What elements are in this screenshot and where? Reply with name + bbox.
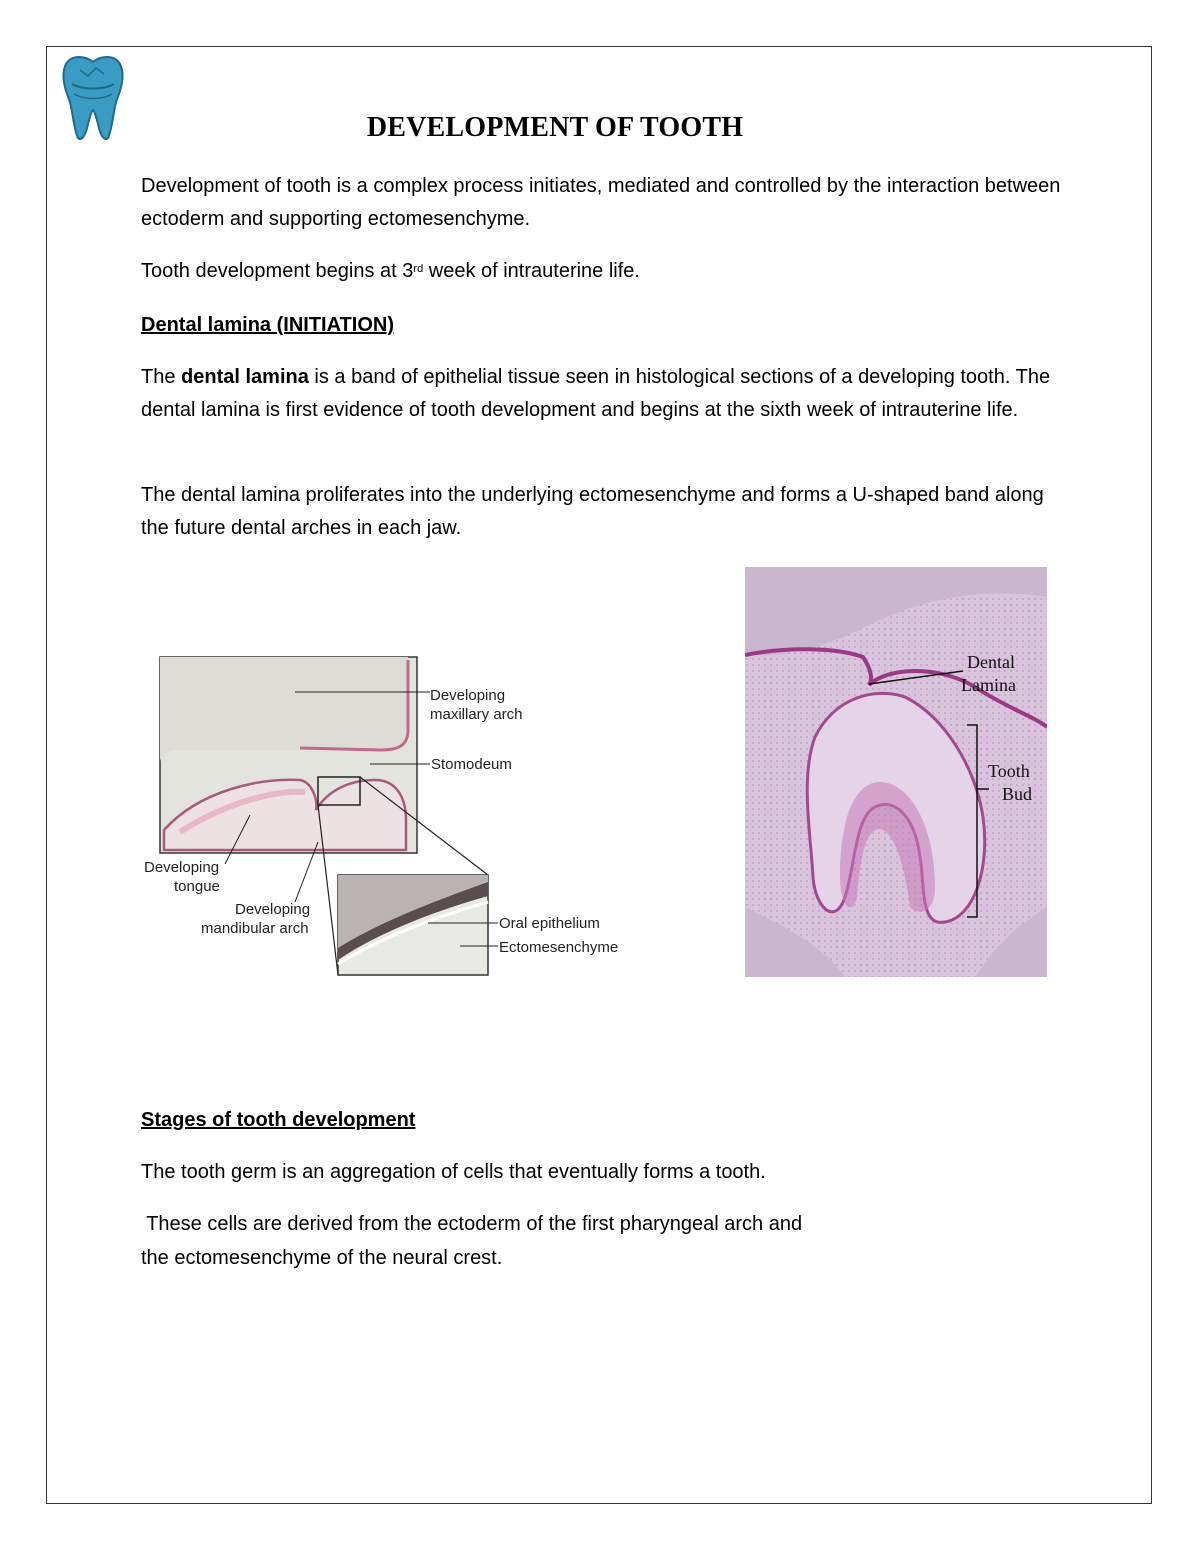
begins-prefix: Tooth development begins at 3	[141, 260, 414, 282]
dental-lamina-heading: Dental lamina (INITIATION)	[141, 314, 394, 336]
label-tongue-2: tongue	[174, 878, 220, 895]
label-bud: Bud	[1002, 784, 1033, 804]
label-lamina: Lamina	[961, 675, 1016, 695]
p1-pre: The	[141, 366, 182, 388]
histology-micrograph	[745, 567, 1047, 977]
embryo-section-diagram	[140, 650, 640, 980]
label-mandibular-2: mandibular arch	[201, 920, 309, 937]
p1-bold: dental lamina	[181, 366, 309, 388]
label-tongue-1: Developing	[144, 859, 220, 876]
begins-superscript: rd	[413, 263, 424, 275]
dental-lamina-paragraph	[141, 361, 1071, 427]
label-mandibular-1: Developing	[235, 901, 311, 918]
page-title: DEVELOPMENT OF TOOTH	[366, 112, 744, 143]
label-maxillary-1: Developing	[430, 687, 506, 704]
tooth-germ-paragraph: The tooth germ is an aggregation of cells that eventually forms a tooth.	[141, 1161, 766, 1183]
proliferation-paragraph: The dental lamina proliferates into the underlying ectomesenchyme and forms a U-shaped band along the future dental arches in each jaw.	[141, 484, 1044, 539]
cells-derived-line-2: the ectomesenchyme of the neural crest.	[141, 1247, 503, 1269]
intro-paragraph: Development of tooth is a complex process initiates, mediated and controlled by the interaction between ectoderm and supporting ectomesenchyme.	[141, 175, 1061, 230]
p1-post: is a band of epithelial tissue seen in histological sections of a developing tooth. The dental lamina is first evidence of tooth development and begins at the sixth week of intrauterine life.	[141, 366, 1051, 421]
label-stomodeum: Stomodeum	[431, 756, 512, 773]
label-tooth: Tooth	[988, 761, 1030, 781]
cells-derived-line-1: These cells are derived from the ectoderm of the first pharyngeal arch and	[141, 1213, 803, 1235]
stages-heading: Stages of tooth development	[141, 1109, 416, 1131]
begins-paragraph	[141, 255, 1071, 288]
label-ectomesenchyme: Ectomesenchyme	[499, 939, 619, 956]
label-dental: Dental	[967, 652, 1015, 672]
label-maxillary-2: maxillary arch	[430, 706, 523, 723]
label-oral-epithelium: Oral epithelium	[499, 915, 600, 932]
begins-suffix: week of intrauterine life.	[423, 260, 640, 282]
